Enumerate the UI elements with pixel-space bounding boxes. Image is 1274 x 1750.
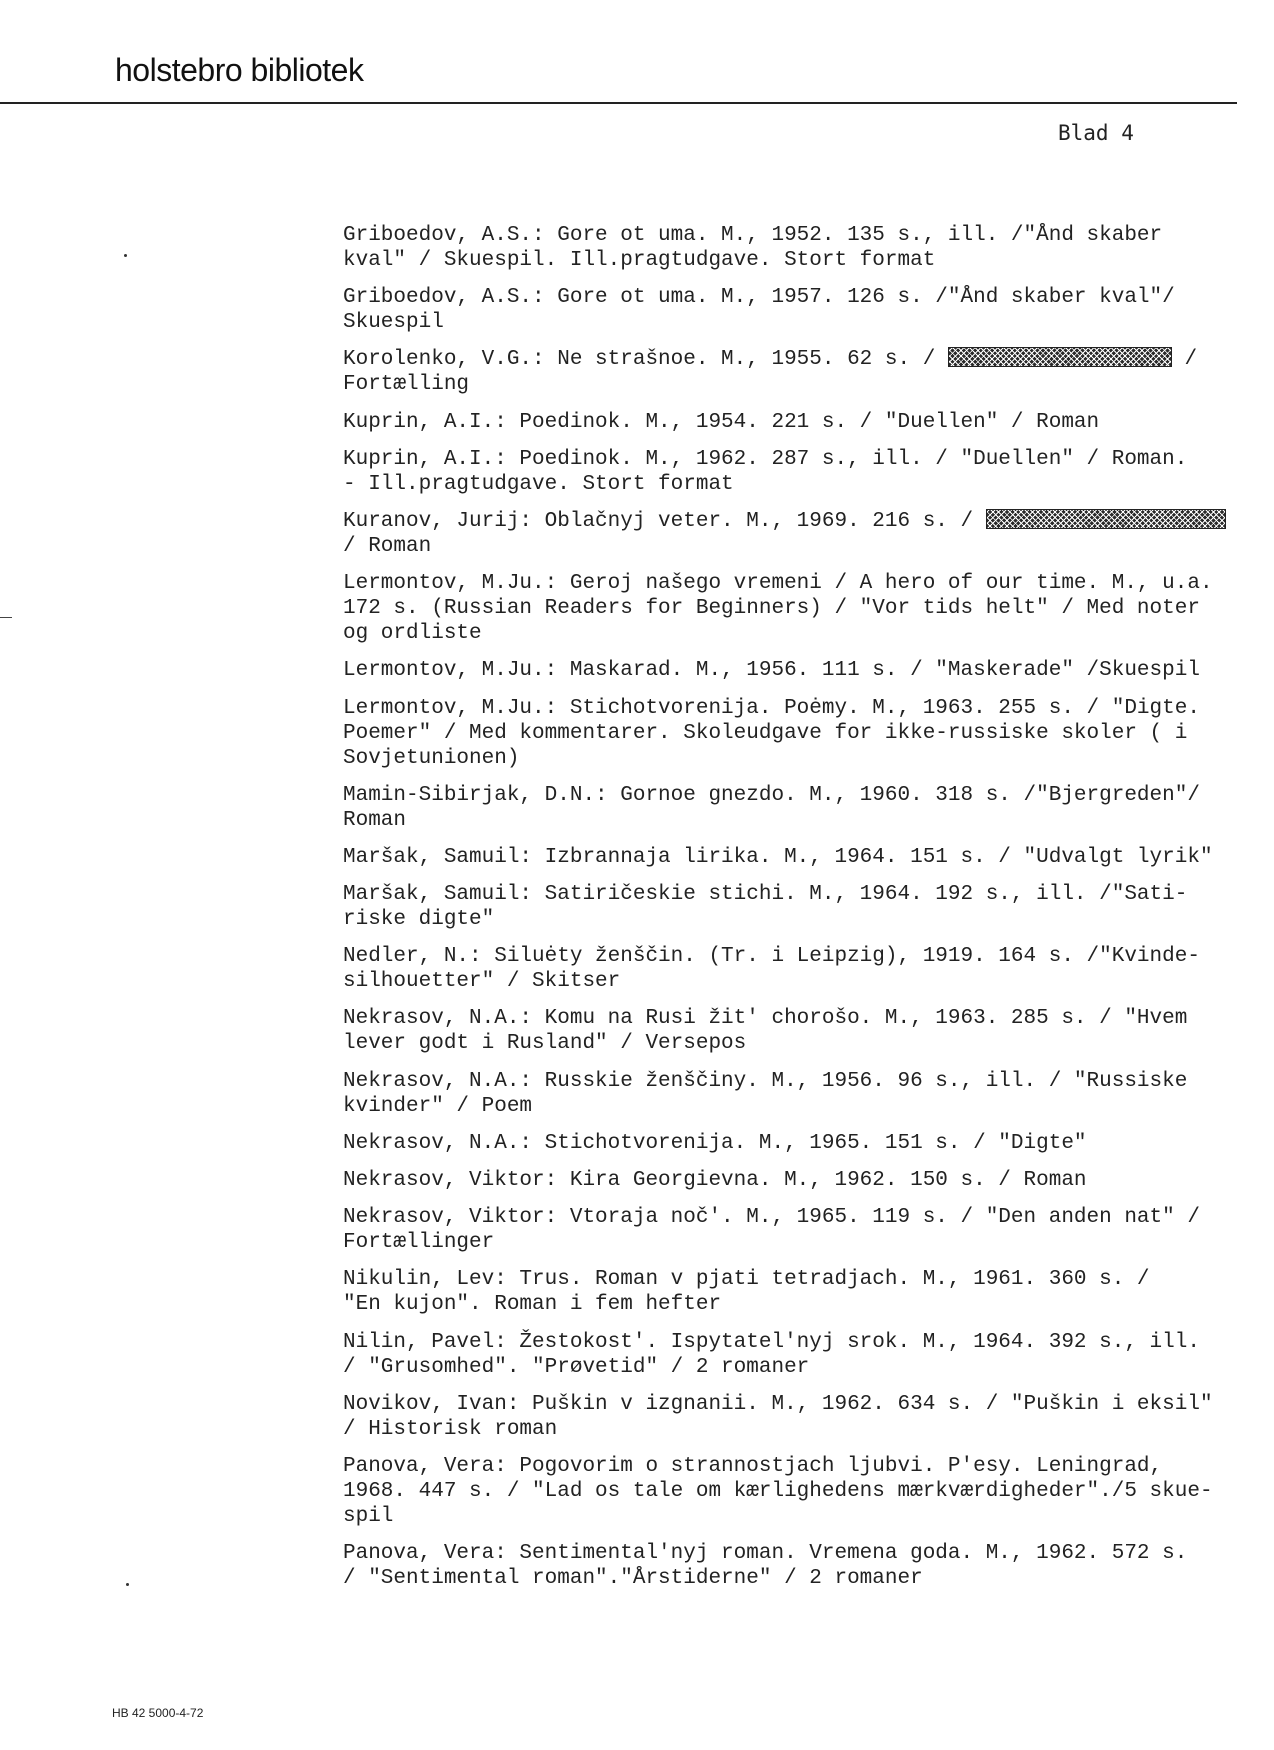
scan-speck — [124, 254, 127, 257]
entry-line: lever godt i Rusland" / Versepos — [343, 1032, 747, 1056]
header-rule — [0, 102, 1237, 104]
entry-line: / "Sentimental roman"."Årstiderne" / 2 romaner — [343, 1567, 923, 1591]
bibliography-entry — [343, 696, 1223, 771]
entry-line: Skuespil — [343, 311, 444, 335]
entry-line: Panova, Vera: Pogovorim o strannostjach ljubvi. P'esy. Leningrad, — [343, 1454, 1163, 1478]
bibliography-entry — [343, 1069, 1223, 1119]
entry-line: Poemer" / Med kommentarer. Skoleudgave for ikke-russiske skoler ( i — [343, 721, 1188, 745]
entry-line: 172 s. (Russian Readers for Beginners) / "Vor tids helt" / Med noter — [343, 597, 1200, 621]
entry-line: "En kujon". Roman i fem hefter — [343, 1293, 722, 1317]
entry-line: Kuranov, Jurij: Oblačnyj veter. M., 1969. 216 s. / — [343, 509, 1223, 534]
entry-line: / Historisk roman — [343, 1417, 558, 1441]
bibliography-entry — [343, 410, 1223, 435]
entry-line: Fortælling — [343, 373, 470, 397]
entry-line: Nekrasov, N.A.: Stichotvorenija. M., 1965. 151 s. / "Digte" — [343, 1131, 1087, 1155]
struck-out-text — [948, 347, 1172, 367]
entry-line: silhouetter" / Skitser — [343, 970, 621, 994]
entry-line: Nekrasov, N.A.: Komu na Rusi žit' chorošo. M., 1963. 285 s. / "Hvem — [343, 1007, 1188, 1031]
form-code: HB 42 5000-4-72 — [112, 1706, 204, 1720]
entry-line: Griboedov, A.S.: Gore ot uma. M., 1952. 135 s., ill. /"Ånd skaber — [343, 224, 1163, 247]
scan-speck — [126, 1583, 129, 1586]
bibliography-entry — [343, 1392, 1223, 1442]
entry-line-tail: / — [1171, 348, 1198, 372]
bibliography-entry — [343, 658, 1223, 683]
entry-line: Nilin, Pavel: Žestokost'. Ispytatel'nyj srok. M., 1964. 392 s., ill. — [343, 1330, 1200, 1354]
entry-line: Lermontov, M.Ju.: Maskarad. M., 1956. 111 s. / "Maskerade" /Skuespil — [343, 659, 1200, 683]
bibliography-entry — [343, 1205, 1223, 1255]
bibliography-entry — [343, 223, 1223, 273]
bibliography-entry — [343, 1006, 1223, 1056]
entry-line: Nekrasov, Viktor: Kira Georgievna. M., 1962. 150 s. / Roman — [343, 1169, 1087, 1192]
bibliography-entry — [343, 783, 1223, 833]
bibliography-entry — [343, 845, 1223, 870]
entry-line: Lermontov, M.Ju.: Stichotvorenija. Poėmy. M., 1963. 255 s. / "Digte. — [343, 696, 1200, 720]
bibliography-entry — [343, 1330, 1223, 1380]
entry-line: Sovjetunionen) — [343, 746, 520, 770]
entry-line: Roman — [343, 808, 407, 832]
entry-line: Nekrasov, Viktor: Vtoraja noč'. M., 1965. 119 s. / "Den anden nat" / — [343, 1206, 1200, 1230]
entry-line: - Ill.pragtudgave. Stort format — [343, 472, 734, 496]
bibliography-entry — [343, 944, 1223, 994]
bibliography-entry — [343, 571, 1223, 646]
entry-line: / Roman — [343, 534, 432, 558]
entry-line: kval" / Skuespil. Ill.pragtudgave. Stort format — [343, 249, 936, 272]
entry-line: Fortællinger — [343, 1231, 495, 1255]
struck-out-text — [986, 509, 1226, 529]
library-letterhead: holstebro bibliotek — [115, 52, 364, 88]
entry-line: 1968. 447 s. / "Lad os tale om kærlighedens mærkværdigheder"./5 skue- — [343, 1479, 1213, 1503]
entry-line: Panova, Vera: Sentimental'nyj roman. Vremena goda. M., 1962. 572 s. — [343, 1542, 1188, 1566]
entry-line: Kuprin, A.I.: Poedinok. M., 1962. 287 s., ill. / "Duellen" / Roman. — [343, 447, 1188, 471]
bibliography-entry — [343, 509, 1223, 559]
entry-line: / "Grusomhed". "Prøvetid" / 2 romaner — [343, 1355, 810, 1379]
bibliography-entry — [343, 1131, 1223, 1156]
entry-line: Lermontov, M.Ju.: Geroj našego vremeni / A hero of our time. M., u.a. — [343, 572, 1213, 596]
entry-line: Maršak, Samuil: Izbrannaja lirika. M., 1964. 151 s. / "Udvalgt lyrik" — [343, 845, 1213, 869]
bibliography-entry — [343, 447, 1223, 497]
entry-line: Maršak, Samuil: Satiričeskie stichi. M., 1964. 192 s., ill. /"Sati- — [343, 883, 1188, 907]
bibliography-entry — [343, 1168, 1223, 1193]
entry-line: Kuprin, A.I.: Poedinok. M., 1954. 221 s. / "Duellen" / Roman — [343, 410, 1100, 434]
bibliography-entry — [343, 1267, 1223, 1317]
entry-line: Mamin-Sibirjak, D.N.: Gornoe gnezdo. M., 1960. 318 s. /"Bjergreden"/ — [343, 783, 1200, 807]
entry-line: Nikulin, Lev: Trus. Roman v pjati tetradjach. M., 1961. 360 s. / — [343, 1268, 1150, 1292]
bibliography-entry — [343, 347, 1223, 397]
bibliography-entry — [343, 882, 1223, 932]
entry-line: Korolenko, V.G.: Ne strašnoe. M., 1955. 62 s. / / — [343, 348, 1198, 372]
entry-line: Novikov, Ivan: Puškin v izgnanii. M., 1962. 634 s. / "Puškin i eksil" — [343, 1392, 1213, 1416]
entry-line: Nedler, N.: Siluėty ženščin. (Tr. i Leipzig), 1919. 164 s. /"Kvinde- — [343, 945, 1200, 969]
entry-line: Nekrasov, N.A.: Russkie ženščiny. M., 1956. 96 s., ill. / "Russiske — [343, 1069, 1188, 1093]
entry-line: riske digte" — [343, 908, 495, 932]
bibliography-entry — [343, 285, 1223, 335]
bibliography-entry — [343, 1454, 1223, 1529]
entry-line: Griboedov, A.S.: Gore ot uma. M., 1957. 126 s. /"Ånd skaber kval"/ — [343, 286, 1175, 310]
bibliography-entry — [343, 1541, 1223, 1591]
bibliography-list — [343, 223, 1223, 1603]
page-number: Blad 4 — [1058, 121, 1134, 145]
entry-line: og ordliste — [343, 622, 482, 646]
entry-line: kvinder" / Poem — [343, 1094, 533, 1118]
entry-line: spil — [343, 1504, 394, 1528]
margin-tick — [0, 617, 12, 618]
